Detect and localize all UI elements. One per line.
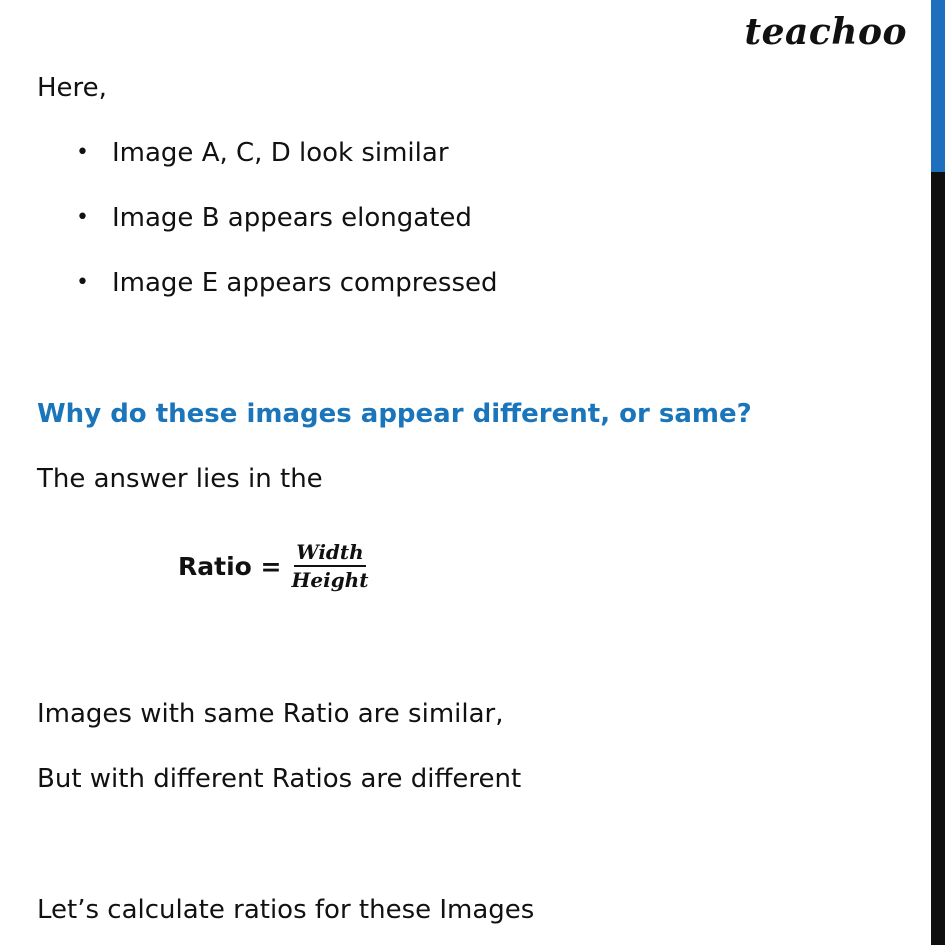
bullet-item-1: Image A, C, D look similar (112, 138, 449, 168)
ratio-formula (178, 542, 370, 590)
bullet-dot-icon: • (76, 140, 89, 165)
fraction-numerator: Width (294, 542, 365, 567)
bullet-item-2: Image B appears elongated (112, 203, 472, 233)
conclusion-line-1: Images with same Ratio are similar, (37, 699, 504, 729)
answer-lead-text: The answer lies in the (37, 464, 323, 494)
intro-text: Here, (37, 73, 107, 103)
bullet-item-3: Image E appears compressed (112, 268, 498, 298)
conclusion-line-2: But with different Ratios are different (37, 764, 522, 794)
ratio-label: Ratio = (178, 551, 282, 581)
fraction-denominator: Height (291, 568, 369, 592)
scrollbar[interactable] (931, 0, 945, 945)
scrollbar-thumb[interactable] (931, 0, 945, 172)
ratio-fraction (289, 542, 370, 590)
bullet-dot-icon: • (76, 205, 89, 230)
teachoo-logo: teachoo (744, 11, 907, 53)
next-step-text: Let’s calculate ratios for these Images (37, 895, 535, 925)
bullet-dot-icon: • (76, 270, 89, 295)
question-heading: Why do these images appear different, or same? (37, 399, 752, 429)
